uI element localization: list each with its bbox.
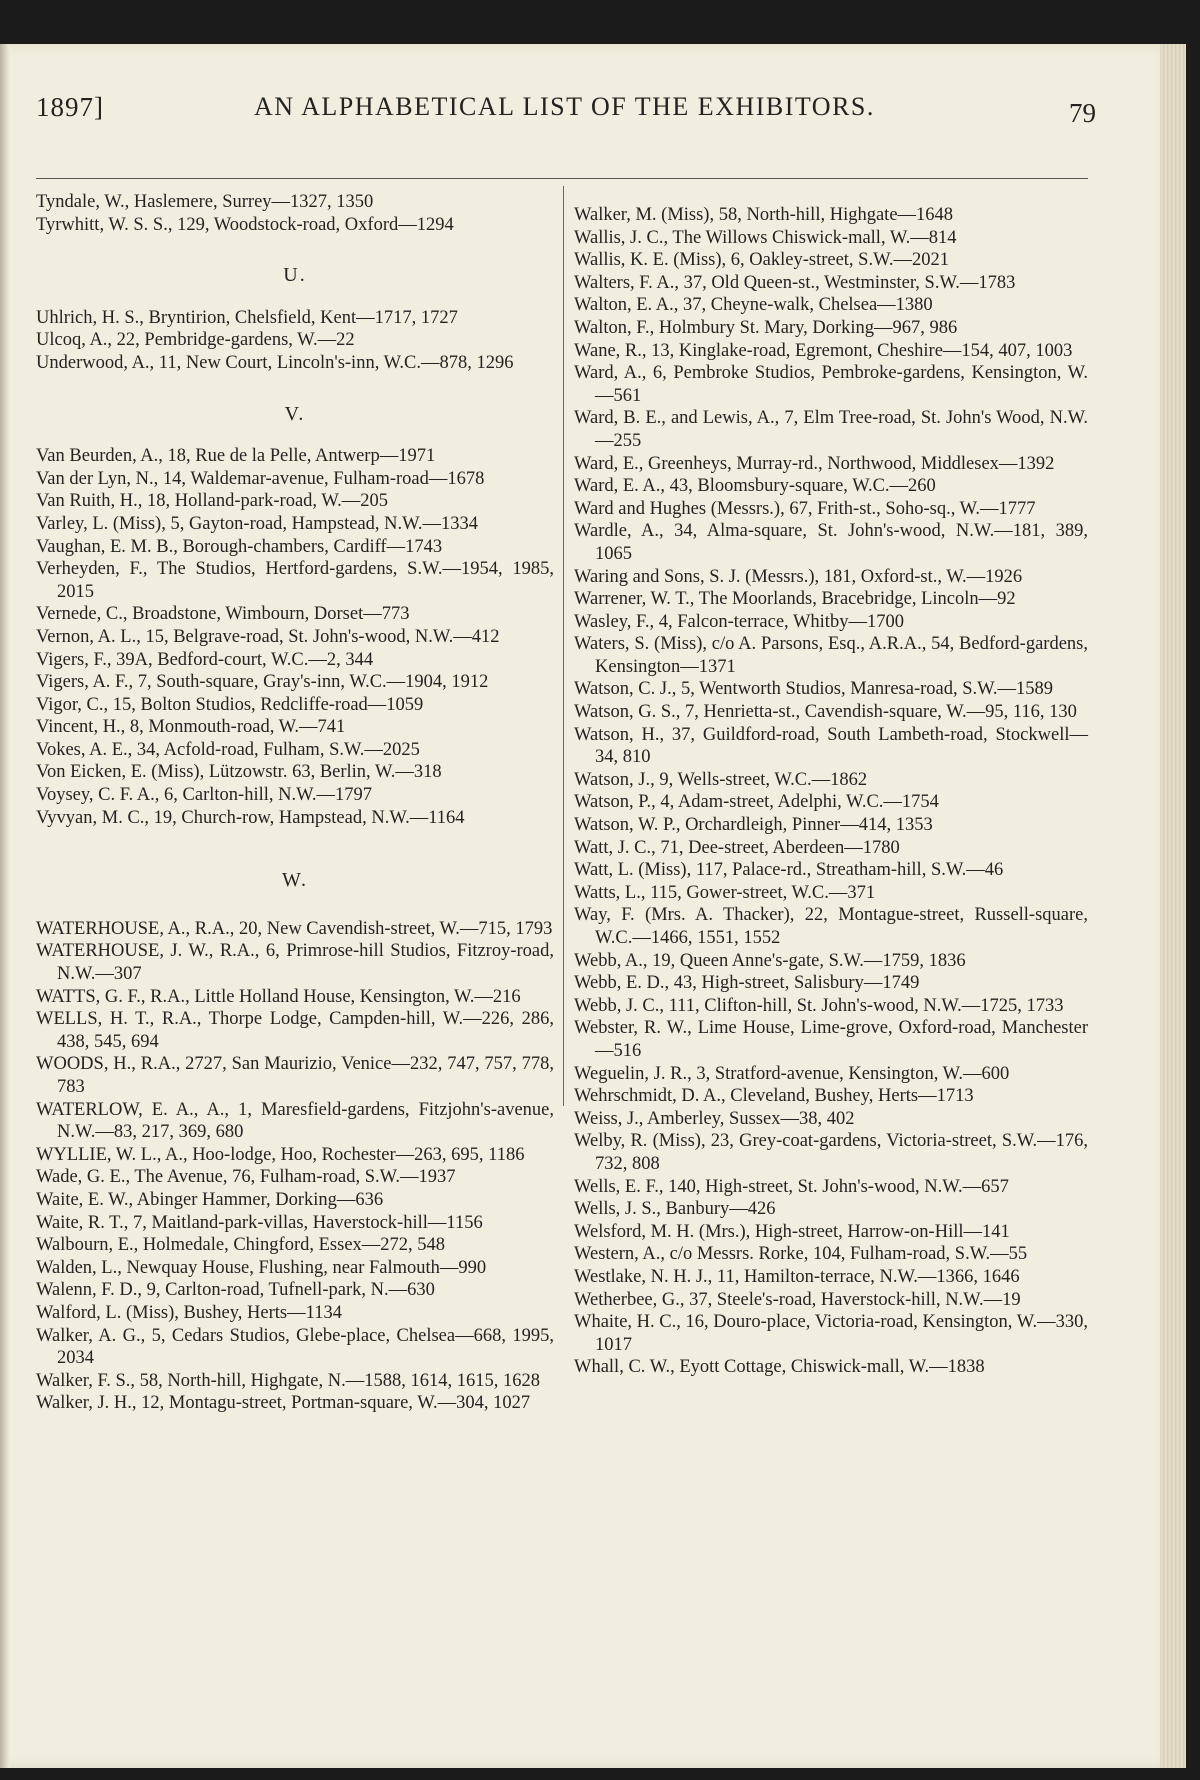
exhibitor-entry: Van Beurden, A., 18, Rue de la Pelle, Antwerp—1971 <box>36 446 436 467</box>
exhibitor-entry: Watts, L., 115, Gower-street, W.C.—371 <box>574 882 876 903</box>
exhibitor-entry: Watson, G. S., 7, Henrietta-st., Cavendish-square, W.—95, 116, 130 <box>574 702 1077 723</box>
exhibitor-entry: Walker, A. G., 5, Cedars Studios, Glebe-place, Chelsea—668, 1995, 2034 <box>36 1325 554 1369</box>
exhibitor-entry: Vyvyan, M. C., 19, Church-row, Hampstead, N.W.—1164 <box>36 807 465 828</box>
exhibitor-entry: Webb, A., 19, Queen Anne's-gate, S.W.—1759, 1836 <box>574 950 966 971</box>
exhibitor-entry: Webb, J. C., 111, Clifton-hill, St. John's-wood, N.W.—1725, 1733 <box>574 995 1064 1016</box>
exhibitor-entry: Wardle, A., 34, Alma-square, St. John's-wood, N.W.—181, 389, 1065 <box>574 521 1088 564</box>
exhibitor-entry: Voysey, C. F. A., 6, Carlton-hill, N.W.—1797 <box>36 785 372 806</box>
exhibitor-entry: Walbourn, E., Holmedale, Chingford, Essex—272, 548 <box>36 1235 446 1256</box>
exhibitor-entry: Ward, A., 6, Pembroke Studios, Pembroke-gardens, Kensington, W.—561 <box>574 363 1088 406</box>
exhibitor-entry: Weiss, J., Amberley, Sussex—38, 402 <box>574 1108 855 1129</box>
book-page <box>0 44 1186 1768</box>
exhibitor-entry: Ward and Hughes (Messrs.), 67, Frith-st., Soho-sq., W.—1777 <box>574 498 1036 519</box>
exhibitor-entry: Varley, L. (Miss), 5, Gayton-road, Hampstead, N.W.—1334 <box>36 513 479 534</box>
exhibitor-entry: Vernede, C., Broadstone, Wimbourn, Dorset—773 <box>36 604 410 625</box>
header-rule <box>36 178 1088 179</box>
exhibitor-entry: Von Eicken, E. (Miss), Lützowstr. 63, Berlin, W.—318 <box>36 762 442 783</box>
exhibitor-entry: Vernon, A. L., 15, Belgrave-road, St. John's-wood, N.W.—412 <box>36 626 500 647</box>
exhibitor-entry: Weguelin, J. R., 3, Stratford-avenue, Kensington, W.—600 <box>574 1063 1010 1084</box>
exhibitor-entry: Walker, F. S., 58, North-hill, Highgate, N.—1588, 1614, 1615, 1628 <box>36 1370 540 1391</box>
exhibitor-entry: Vigor, C., 15, Bolton Studios, Redcliffe-road—1059 <box>36 694 424 715</box>
section-heading-u: U. <box>283 264 307 287</box>
exhibitor-entry: Waters, S. (Miss), c/o A. Parsons, Esq., A.R.A., 54, Bedford-gardens, Kensington—1371 <box>574 634 1088 677</box>
exhibitor-entry: Watson, W. P., Orchardleigh, Pinner—414, 1353 <box>574 815 933 836</box>
exhibitor-entry: Walters, F. A., 37, Old Queen-st., Westminster, S.W.—1783 <box>574 272 1016 293</box>
page-gutter <box>0 44 10 1768</box>
section-heading-w: W. <box>281 869 309 892</box>
exhibitor-entry: Wells, E. F., 140, High-street, St. John's-wood, N.W.—657 <box>574 1176 1009 1197</box>
exhibitor-entry: WYLLIE, W. L., A., Hoo-lodge, Hoo, Rochester—263, 695, 1186 <box>36 1144 525 1165</box>
exhibitor-entry: Tyrwhitt, W. S. S., 129, Woodstock-road, Oxford—1294 <box>36 214 454 235</box>
exhibitor-entry: Underwood, A., 11, New Court, Lincoln's-inn, W.C.—878, 1296 <box>36 352 514 373</box>
exhibitor-entry: Wehrschmidt, D. A., Cleveland, Bushey, Herts—1713 <box>574 1086 974 1107</box>
exhibitor-entry: Welby, R. (Miss), 23, Grey-coat-gardens, Victoria-street, S.W.—176, 732, 808 <box>574 1131 1088 1174</box>
page-number: 79 <box>1069 98 1096 128</box>
header-year: 1897] <box>36 92 104 122</box>
section-t-entries <box>36 191 554 236</box>
exhibitor-entry: Vigers, A. F., 7, South-square, Gray's-inn, W.C.—1904, 1912 <box>36 672 489 693</box>
section-heading-v: V. <box>284 402 306 425</box>
section-u-entries <box>36 307 554 375</box>
exhibitor-entry: Walenn, F. D., 9, Carlton-road, Tufnell-park, N.—630 <box>36 1280 435 1301</box>
section-w-entries <box>36 918 554 1415</box>
exhibitor-entry: Verheyden, F., The Studios, Hertford-gardens, S.W.—1954, 1985, 2015 <box>36 559 554 602</box>
exhibitor-entry: Wells, J. S., Banbury—426 <box>574 1199 776 1220</box>
exhibitor-entry: Walford, L. (Miss), Bushey, Herts—1134 <box>36 1302 342 1323</box>
exhibitor-entry: Wasley, F., 4, Falcon-terrace, Whitby—1700 <box>574 611 904 632</box>
section-v-entries <box>36 445 554 829</box>
exhibitor-entry: Tyndale, W., Haslemere, Surrey—1327, 1350 <box>36 192 374 212</box>
exhibitor-entry: WATERHOUSE, A., R.A., 20, New Cavendish-street, W.—715, 1793 <box>36 918 553 939</box>
exhibitor-entry: Whall, C. W., Eyott Cottage, Chiswick-mall, W.—1838 <box>574 1357 985 1378</box>
exhibitor-entry: Van Ruith, H., 18, Holland-park-road, W.—205 <box>36 491 388 512</box>
exhibitor-entry: Watt, L. (Miss), 117, Palace-rd., Streatham-hill, S.W.—46 <box>574 860 1004 881</box>
exhibitor-entry: Whaite, H. C., 16, Douro-place, Victoria-road, Kensington, W.—330, 1017 <box>574 1312 1088 1355</box>
exhibitor-entry: Way, F. (Mrs. A. Thacker), 22, Montague-street, Russell-square, W.C.—1466, 1551, 1552 <box>574 905 1088 948</box>
left-column <box>36 191 554 1415</box>
page-header <box>36 90 1096 134</box>
exhibitor-entry: Walker, M. (Miss), 58, North-hill, Highgate—1648 <box>574 205 954 225</box>
exhibitor-entry: Waring and Sons, S. J. (Messrs.), 181, Oxford-st., W.—1926 <box>574 566 1023 587</box>
exhibitor-entry: Waite, E. W., Abinger Hammer, Dorking—636 <box>36 1189 384 1210</box>
exhibitor-entry: Wane, R., 13, Kinglake-road, Egremont, Cheshire—154, 407, 1003 <box>574 340 1073 361</box>
exhibitor-entry: Wade, G. E., The Avenue, 76, Fulham-road, S.W.—1937 <box>36 1167 456 1188</box>
exhibitor-entry: WATTS, G. F., R.A., Little Holland House, Kensington, W.—216 <box>36 986 521 1007</box>
exhibitor-entry: Uhlrich, H. S., Bryntirion, Chelsfield, Kent—1717, 1727 <box>36 307 458 328</box>
page-edge <box>1160 44 1186 1768</box>
exhibitor-entry: Vigers, F., 39A, Bedford-court, W.C.—2, 344 <box>36 649 374 670</box>
right-column-entries <box>574 204 1088 1379</box>
exhibitor-entry: Webb, E. D., 43, High-street, Salisbury—1749 <box>574 973 920 994</box>
exhibitor-entry: WELLS, H. T., R.A., Thorpe Lodge, Campden-hill, W.—226, 286, 438, 545, 694 <box>36 1009 554 1052</box>
exhibitor-entry: Van der Lyn, N., 14, Waldemar-avenue, Fulham-road—1678 <box>36 468 485 489</box>
exhibitor-entry: Watson, J., 9, Wells-street, W.C.—1862 <box>574 769 868 790</box>
exhibitor-entry: WATERLOW, E. A., A., 1, Maresfield-gardens, Fitzjohn's-avenue, N.W.—83, 217, 369, 680 <box>36 1099 554 1143</box>
exhibitor-entry: Westlake, N. H. J., 11, Hamilton-terrace, N.W.—1366, 1646 <box>574 1266 1020 1287</box>
exhibitor-entry: Warrener, W. T., The Moorlands, Bracebridge, Lincoln—92 <box>574 589 1016 610</box>
exhibitor-entry: Western, A., c/o Messrs. Rorke, 104, Fulham-road, S.W.—55 <box>574 1244 1028 1265</box>
exhibitor-entry: Welsford, M. H. (Mrs.), High-street, Harrow-on-Hill—141 <box>574 1221 1010 1242</box>
exhibitor-entry: WOODS, H., R.A., 2727, San Maurizio, Venice—232, 747, 757, 778, 783 <box>36 1054 554 1097</box>
right-column <box>574 204 1088 1379</box>
exhibitor-entry: Webster, R. W., Lime House, Lime-grove, Oxford-road, Manchester—516 <box>574 1018 1088 1061</box>
exhibitor-entry: Walton, E. A., 37, Cheyne-walk, Chelsea—1380 <box>574 295 933 316</box>
column-divider <box>563 186 564 1106</box>
exhibitor-entry: Watson, P., 4, Adam-street, Adelphi, W.C.—1754 <box>574 792 939 813</box>
exhibitor-entry: Wallis, J. C., The Willows Chiswick-mall, W.—814 <box>574 227 957 248</box>
exhibitor-entry: Ward, B. E., and Lewis, A., 7, Elm Tree-road, St. John's Wood, N.W.—255 <box>574 408 1088 451</box>
exhibitor-entry: Wallis, K. E. (Miss), 6, Oakley-street, S.W.—2021 <box>574 250 949 271</box>
exhibitor-entry: Walton, F., Holmbury St. Mary, Dorking—967, 986 <box>574 317 958 338</box>
header-title: AN ALPHABETICAL LIST OF THE EXHIBITORS. <box>254 92 875 121</box>
exhibitor-entry: Ward, E., Greenheys, Murray-rd., Northwood, Middlesex—1392 <box>574 453 1055 474</box>
exhibitor-entry: WATERHOUSE, J. W., R.A., 6, Primrose-hill Studios, Fitzroy-road, N.W.—307 <box>36 941 554 985</box>
exhibitor-entry: Watt, J. C., 71, Dee-street, Aberdeen—1780 <box>574 837 900 858</box>
exhibitor-entry: Ward, E. A., 43, Bloomsbury-square, W.C.—260 <box>574 476 936 497</box>
exhibitor-entry: Wetherbee, G., 37, Steele's-road, Haverstock-hill, N.W.—19 <box>574 1289 1021 1310</box>
exhibitor-entry: Watson, C. J., 5, Wentworth Studios, Manresa-road, S.W.—1589 <box>574 679 1054 700</box>
exhibitor-entry: Watson, H., 37, Guildford-road, South Lambeth-road, Stockwell—34, 810 <box>574 724 1088 768</box>
exhibitor-entry: Vokes, A. E., 34, Acfold-road, Fulham, S.W.—2025 <box>36 739 420 760</box>
exhibitor-entry: Waite, R. T., 7, Maitland-park-villas, Haverstock-hill—1156 <box>36 1212 483 1233</box>
exhibitor-entry: Vaughan, E. M. B., Borough-chambers, Cardiff—1743 <box>36 536 443 557</box>
exhibitor-entry: Walden, L., Newquay House, Flushing, near Falmouth—990 <box>36 1257 487 1278</box>
exhibitor-entry: Walker, J. H., 12, Montagu-street, Portman-square, W.—304, 1027 <box>36 1393 531 1414</box>
exhibitor-entry: Vincent, H., 8, Monmouth-road, W.—741 <box>36 717 346 738</box>
exhibitor-entry: Ulcoq, A., 22, Pembridge-gardens, W.—22 <box>36 330 355 351</box>
